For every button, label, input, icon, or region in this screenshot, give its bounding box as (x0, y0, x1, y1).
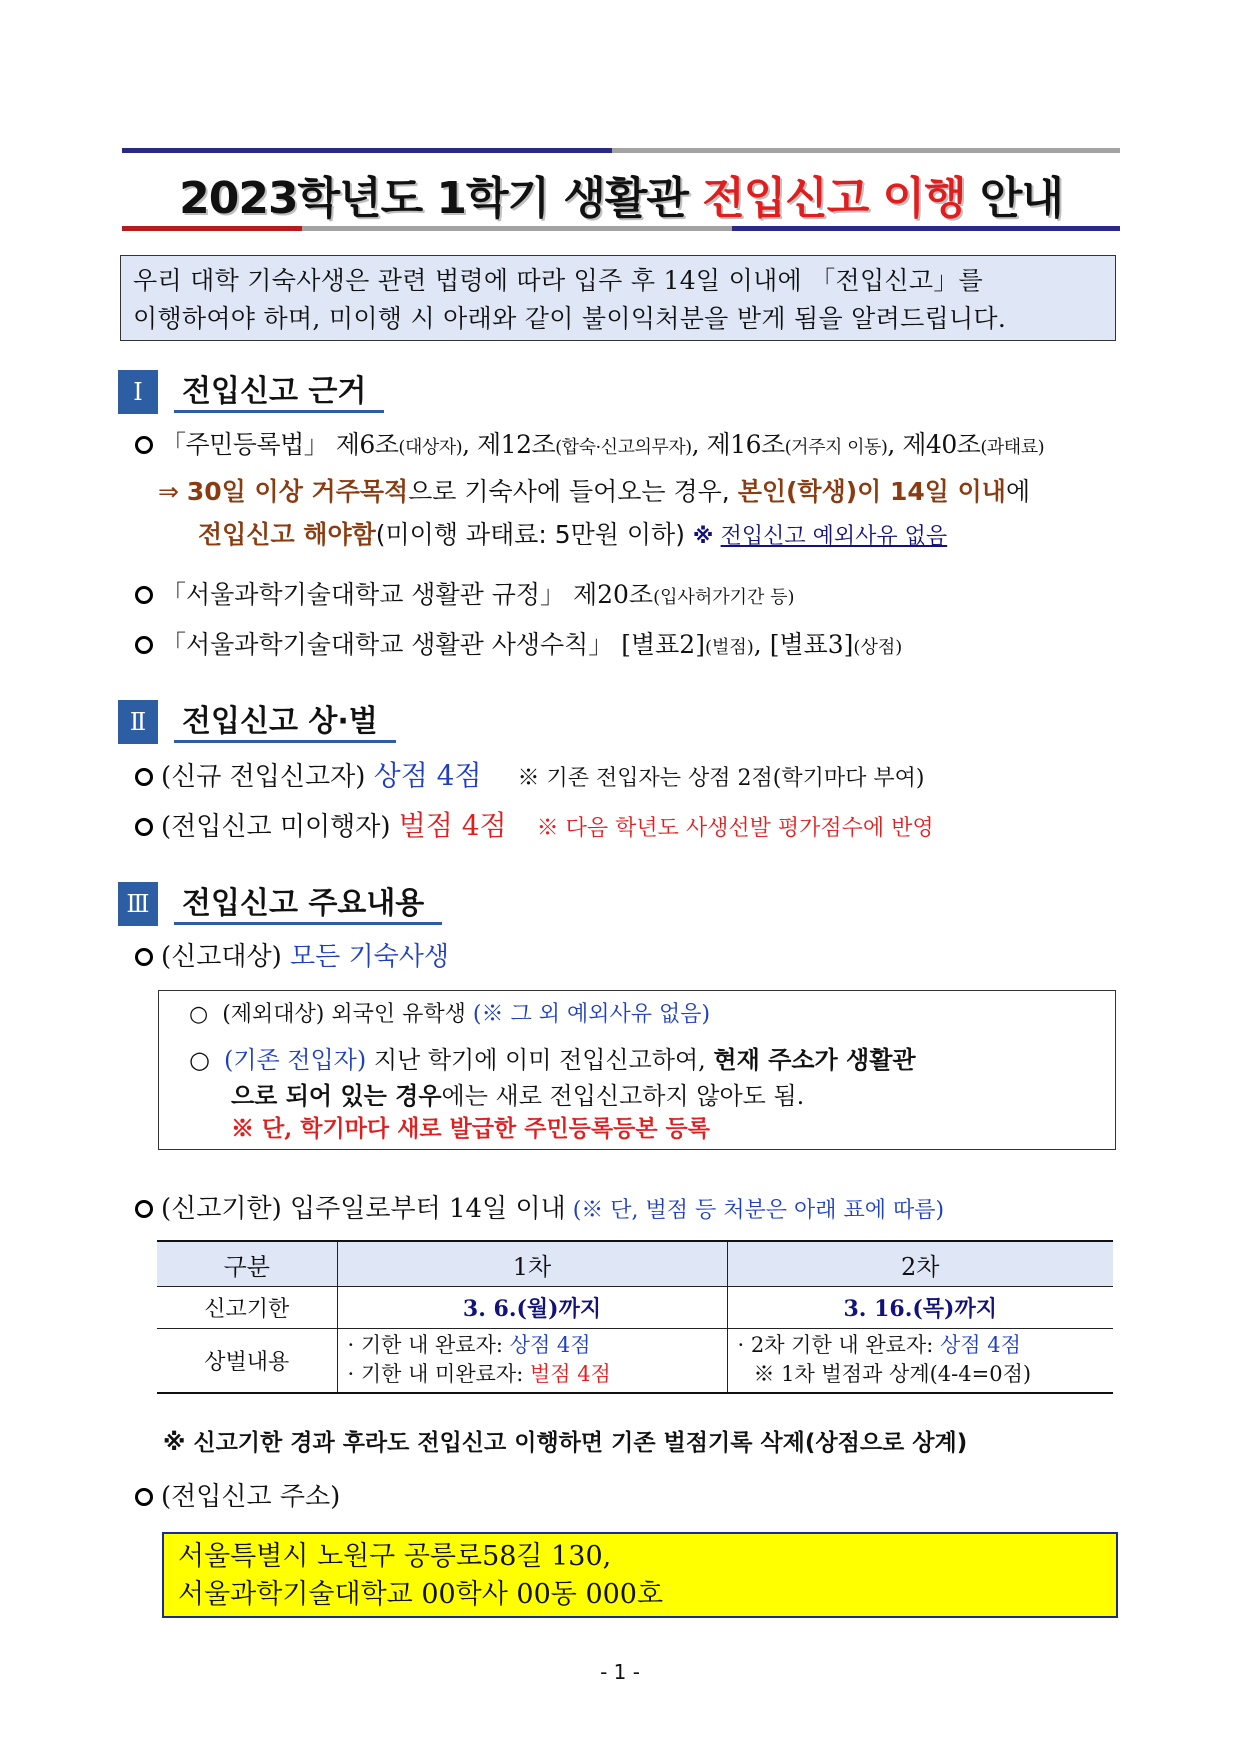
table-header-first: 1차 (337, 1241, 727, 1287)
table-header-row (157, 1241, 1113, 1287)
table-footnote: ※ 신고기한 경과 후라도 전입신고 이행하면 기존 벌점기록 삭제(상점으로 상계) (163, 1430, 968, 1456)
arrow-icon: ⇒ (158, 477, 187, 506)
exclusion-line-1: ○ (제외대상) 외국인 유학생 (※ 그 외 예외사유 없음) (189, 1002, 711, 1027)
bullet-icon (135, 586, 153, 604)
page-title: 2023학년도 1학기 생활관 전입신고 이행 안내 (179, 173, 1063, 224)
bullet-icon (135, 948, 153, 966)
first-rewards-cell: · 기한 내 완료자: 상점 4점 · 기한 내 미완료자: 벌점 4점 (337, 1329, 727, 1393)
row-label-rewards: 상벌내용 (157, 1329, 337, 1393)
section-3-number: Ⅲ (118, 882, 158, 926)
report-deadline: (신고기한) 입주일로부터 14일 이내 (※ 단, 벌점 등 처분은 아래 표에 따름) (135, 1192, 944, 1228)
intro-notice-box (120, 255, 1116, 341)
bullet-icon (135, 1200, 153, 1218)
section-1-title: 전입신고 근거 (174, 370, 384, 413)
title-bar-bottom-red (122, 226, 302, 231)
address-line-1: 서울특별시 노원구 공릉로58길 130, (178, 1541, 612, 1572)
section-2-title: 전입신고 상·벌 (174, 700, 396, 743)
table-header-category: 구분 (157, 1241, 337, 1287)
bullet-icon (135, 436, 153, 454)
schedule-table (157, 1240, 1113, 1394)
circle-bullet-icon: ○ (189, 1002, 209, 1027)
row-label-deadline: 신고기한 (157, 1287, 337, 1329)
address-line-2: 서울과학기술대학교 00학사 00동 000호 (178, 1579, 664, 1610)
exclusion-box (158, 990, 1116, 1150)
bullet-icon (135, 636, 153, 654)
bullet-icon (135, 1488, 153, 1506)
section-2-number: Ⅱ (118, 700, 158, 744)
address-heading: (전입신고 주소) (135, 1480, 340, 1514)
exclusion-line-3: 으로 되어 있는 경우에는 새로 전입신고하지 않아도 됨. (231, 1081, 805, 1110)
section-1-number: Ⅰ (118, 370, 158, 414)
table-row (157, 1287, 1113, 1329)
bullet-icon (135, 818, 153, 836)
second-deadline: 3. 16.(목)까지 (727, 1287, 1113, 1329)
title-bar-top-navy (122, 148, 612, 153)
title-bar-bottom-gray (302, 226, 732, 231)
basis-item-dorm-regulation: 「서울과학기술대학교 생활관 규정」 제20조(입사허가기간 등) (135, 578, 795, 615)
table-row (157, 1329, 1113, 1393)
table-header-second: 2차 (727, 1241, 1113, 1287)
no-exception-note: 전입신고 예외사유 없음 (720, 524, 948, 549)
second-rewards-cell: · 2차 기한 내 완료자: 상점 4점 ※ 1차 벌점과 상계(4-4=0점) (727, 1329, 1113, 1393)
basis-item-resident-law: 「주민등록법」 제6조(대상자), 제12조(합숙·신고의무자), 제16조(거주지 이동), 제40조(과태료) (135, 428, 1044, 465)
page-number: - 1 - (600, 1660, 640, 1684)
basis-detail-line-1: ⇒ 30일 이상 거주목적으로 기숙사에 들어오는 경우, 본인(학생)이 14일 이내에 (158, 477, 1031, 506)
reward-new-reporter: (신규 전입신고자) 상점 4점 ※ 기존 전입자는 상점 2점(학기마다 부여) (135, 759, 924, 796)
basis-item-dorm-rules: 「서울과학기술대학교 생활관 사생수칙」 [별표2](벌점), [별표3](상점) (135, 628, 902, 665)
title-bar-top-gray (612, 148, 1120, 153)
exclusion-line-2: ○ (기존 전입자) 지난 학기에 이미 전입신고하여, 현재 주소가 생활관 (189, 1045, 916, 1074)
address-box (162, 1532, 1118, 1618)
basis-detail-line-2: 전입신고 해야함(미이행 과태료: 5만원 이하) ※ 전입신고 예외사유 없음 (198, 520, 948, 549)
circle-bullet-icon: ○ (189, 1046, 210, 1074)
intro-line-2: 이행하여야 하며, 미이행 시 아래와 같이 불이익처분을 받게 됨을 알려드립니다. (133, 304, 1007, 333)
bullet-icon (135, 768, 153, 786)
title-banner (122, 148, 1120, 232)
title-bar-bottom-navy (732, 226, 1120, 231)
intro-line-1: 우리 대학 기숙사생은 관련 법령에 따라 입주 후 14일 이내에 「전입신고」를 (133, 266, 984, 295)
report-target: (신고대상) 모든 기숙사생 (135, 940, 449, 974)
penalty-non-reporter: (전입신고 미이행자) 벌점 4점 ※ 다음 학년도 사생선발 평가점수에 반영 (135, 809, 934, 846)
exclusion-line-4: ※ 단, 학기마다 새로 발급한 주민등록등본 등록 (231, 1115, 710, 1142)
section-3-title: 전입신고 주요내용 (174, 882, 442, 925)
first-deadline: 3. 6.(월)까지 (337, 1287, 727, 1329)
